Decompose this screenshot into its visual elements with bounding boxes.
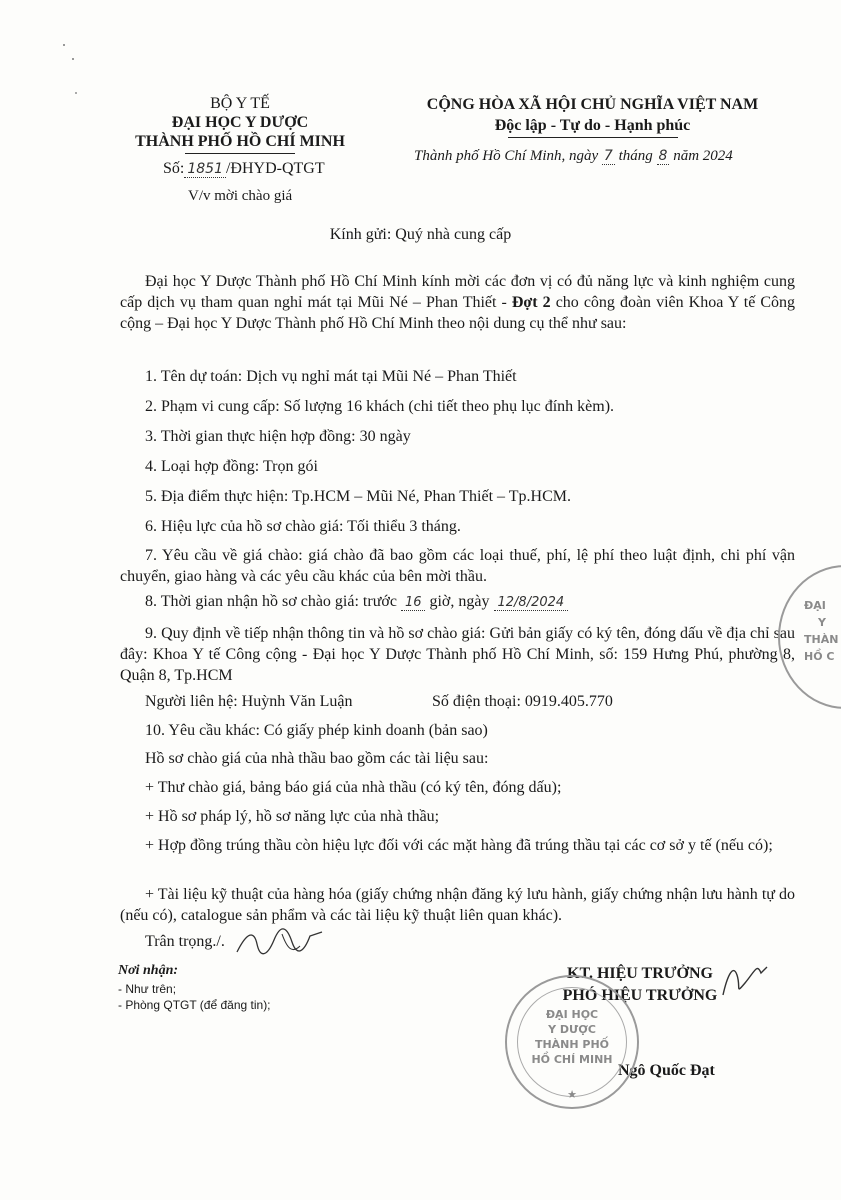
national-header (400, 94, 785, 138)
item-10: 10. Yêu cầu khác: Có giấy phép kinh doanh (bản sao) (145, 722, 488, 739)
contact-person: Người liên hệ: Huỳnh Văn Luận (145, 693, 353, 710)
batch-label: Đợt 2 (511, 294, 551, 311)
signature-line1: KT. HIỆU TRƯỞNG (567, 965, 713, 982)
handwritten-deadline-hour: 16 (401, 595, 426, 611)
document-1: + Thư chào giá, bảng báo giá của nhà thầu (có ký tên, đóng dấu); (145, 779, 562, 796)
country-name: CỘNG HÒA XÃ HỘI CHỦ NGHĨA VIỆT NAM (426, 96, 759, 113)
issuer-block (110, 94, 370, 154)
signature-stroke (723, 967, 767, 995)
signature-scribble (715, 955, 775, 1005)
scan-speck (75, 92, 77, 94)
initials-stroke (237, 929, 322, 954)
subject-line: V/v mời chào giá (188, 188, 293, 204)
handwritten-initials (232, 922, 327, 962)
handwritten-deadline-date: 12/8/2024 (494, 595, 569, 611)
closing: Trân trọng./. (145, 933, 225, 950)
handwritten-day: 7 (603, 148, 613, 164)
recipient-1: - Như trên; (118, 982, 177, 996)
item-2: 2. Phạm vi cung cấp: Số lượng 16 khách (chi tiết theo phụ lục đính kèm). (145, 398, 615, 415)
scan-speck (72, 58, 74, 60)
item-1: 1. Tên dự toán: Dịch vụ nghỉ mát tại Mũi Né – Phan Thiết (145, 368, 517, 385)
document-number: Số: 1851 /ĐHYD-QTGT (163, 160, 325, 177)
recipient-2: - Phòng QTGT (để đăng tin); (118, 998, 271, 1012)
item-7: 7. Yêu cầu về giá chào: giá chào đã bao gồm các loại thuế, phí, lệ phí theo luật định, chi phí vận chuyển, giao hàng và các yêu cầu khác của bên mời thầu. (120, 547, 795, 585)
item-5: 5. Địa điểm thực hiện: Tp.HCM – Mũi Né, Phan Thiết – Tp.HCM. (145, 488, 571, 505)
seal-text: ĐẠI HỌC Y DƯỢC THÀNH PHỐ HỒ CHÍ MINH (531, 1008, 613, 1066)
seal-star-icon: ★ (567, 1088, 577, 1101)
item-9: 9. Quy định về tiếp nhận thông tin và hồ sơ chào giá: Gửi bản giấy có ký tên, đóng dấu về địa chỉ sau đây: Khoa Y tế Công cộng - Đại học Y Dược Thành phố Hồ Chí Minh, số: 159 Hưng Phú, phường 8, Quận 8, Tp.HCM (120, 625, 795, 684)
university-name-line1: ĐẠI HỌC Y DƯỢC (171, 114, 309, 131)
contact-phone: Số điện thoại: 0919.405.770 (432, 693, 613, 710)
handwritten-doc-number: 1851 (184, 161, 226, 178)
issue-date: Thành phố Hồ Chí Minh, ngày 7 tháng 8 năm 2024 (414, 148, 733, 164)
official-seal (505, 975, 639, 1109)
signer-name: Ngô Quốc Đạt (618, 1062, 715, 1079)
item-3: 3. Thời gian thực hiện hợp đồng: 30 ngày (145, 428, 411, 445)
handwritten-month: 8 (658, 148, 668, 164)
issuer-underline (185, 153, 295, 154)
document-3: + Hợp đồng trúng thầu còn hiệu lực đối với các mặt hàng đã trúng thầu tại các cơ sở y tế (nếu có); (145, 837, 773, 854)
initials-stroke-2 (282, 934, 300, 950)
documents-intro: Hồ sơ chào giá của nhà thầu bao gồm các tài liệu sau: (145, 750, 489, 767)
item-6: 6. Hiệu lực của hồ sơ chào giá: Tối thiểu 3 tháng. (145, 518, 461, 535)
item-8: 8. Thời gian nhận hồ sơ chào giá: trước 16 giờ, ngày 12/8/2024 (145, 593, 568, 611)
recipients-block (118, 963, 271, 1012)
signature-line2: PHÓ HIỆU TRƯỞNG (562, 987, 718, 1004)
intro-paragraph: Đại học Y Dược Thành phố Hồ Chí Minh kính mời các đơn vị có đủ năng lực và kinh nghiệm cung cấp dịch vụ tham quan nghỉ mát tại Mũi Né – Phan Thiết - Đợt 2 cho công đoàn viên Khoa Y tế Công cộng – Đại học Y Dược Thành phố Hồ Chí Minh theo nội dung cụ thể như sau: (120, 273, 796, 332)
edge-seal-text: ĐẠI Y THÀN HỒ C (804, 599, 839, 663)
item-4: 4. Loại hợp đồng: Trọn gói (145, 458, 318, 475)
scan-speck (63, 44, 65, 46)
salutation: Kính gửi: Quý nhà cung cấp (329, 226, 512, 243)
document-2: + Hồ sơ pháp lý, hồ sơ năng lực của nhà thầu; (145, 808, 440, 825)
recipients-title: Nơi nhận: (118, 963, 179, 978)
ministry-name: BỘ Y TẾ (210, 95, 270, 112)
national-motto: Độc lập - Tự do - Hạnh phúc (494, 117, 691, 134)
document-4: + Tài liệu kỹ thuật của hàng hóa (giấy chứng nhận đăng ký lưu hành, giấy chứng nhận lưu hành tự do (nếu có), catalogue sản phẩm và các tài liệu kỹ thuật liên quan khác). (120, 886, 795, 924)
motto-underline (508, 137, 678, 138)
university-name-line2: THÀNH PHỐ HỒ CHÍ MINH (135, 133, 345, 150)
